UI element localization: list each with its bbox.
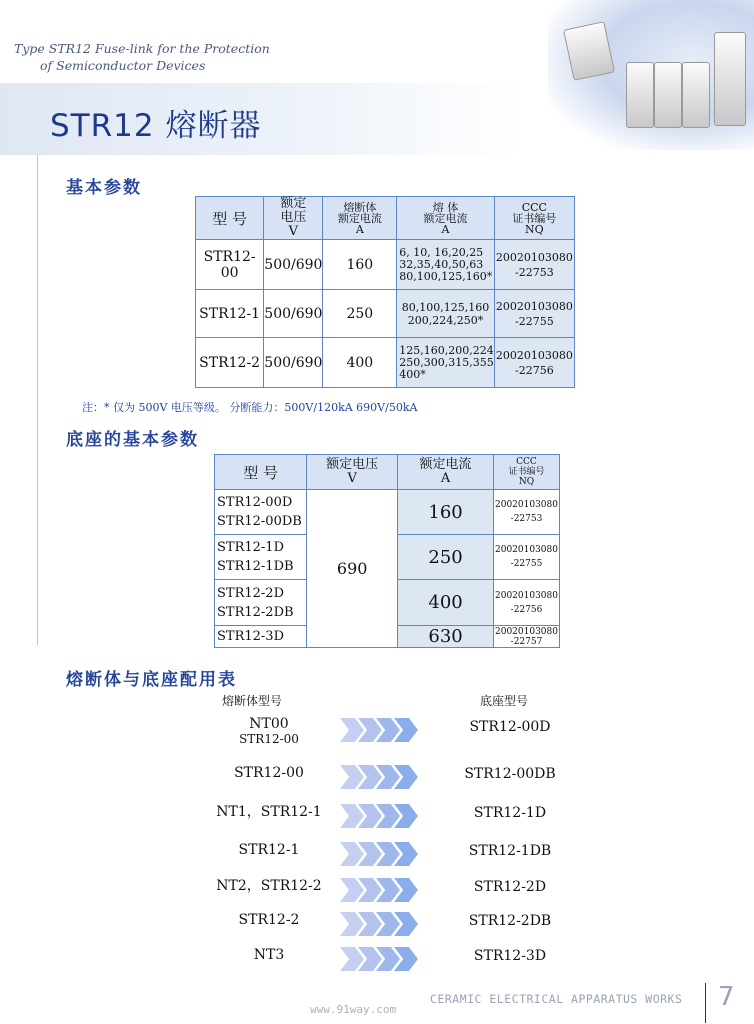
chevron-right-icon xyxy=(340,804,364,828)
base-model-label: STR12-3D xyxy=(473,948,547,964)
base-params-table xyxy=(214,454,560,648)
fuse-base-image-3 xyxy=(682,62,710,128)
elem-line: 80,100,125,160 xyxy=(401,300,490,314)
cell-current: 630 xyxy=(398,626,494,648)
header-model: 型 号 xyxy=(196,197,264,240)
header-ccc-line3: NQ xyxy=(525,222,544,236)
header-voltage-unit: V xyxy=(288,224,299,239)
header-element-current xyxy=(397,197,494,240)
fuse-model-text: STR12-00 xyxy=(234,765,304,781)
model-line: STR12-1D xyxy=(217,540,284,555)
section-title-base-params: 底座的基本参数 xyxy=(66,430,199,450)
arrow-right-icon xyxy=(340,842,436,866)
header-fuse-current xyxy=(323,197,397,240)
chevron-right-icon xyxy=(340,878,364,902)
header-elem-line2: 额定电流 xyxy=(423,211,468,225)
arrow-right-icon xyxy=(340,804,436,828)
header-fuse-line2: 额定电流 xyxy=(337,211,382,225)
cell-voltage: 500/690 xyxy=(264,240,323,290)
model-line: STR12-1DB xyxy=(217,559,294,574)
header-ccc-line1: CCC xyxy=(516,457,537,467)
product-photo xyxy=(548,0,754,150)
header-ccc-line2: 证书编号 xyxy=(512,211,557,225)
header-voltage-unit: V xyxy=(347,471,357,486)
elem-line: 400* xyxy=(399,367,426,381)
cell-ccc xyxy=(494,626,560,648)
header-voltage xyxy=(307,455,398,490)
fuse-model-text: NT1，STR12-1 xyxy=(216,804,322,820)
cell-current: 250 xyxy=(398,535,494,580)
table-row xyxy=(196,290,575,338)
header-ccc-line3: NQ xyxy=(518,477,535,487)
section-title-matching-table: 熔断体与底座配用表 xyxy=(66,670,237,690)
model-line: STR12-2D xyxy=(217,585,284,601)
fuse-image-2 xyxy=(714,32,746,126)
fuse-model-label xyxy=(184,843,354,858)
header-elem-line1: 熔 体 xyxy=(432,200,459,214)
cell-element-currents xyxy=(397,240,494,290)
base-model-label: STR12-1D xyxy=(473,805,547,821)
header-voltage xyxy=(264,197,323,240)
base-model-label: STR12-1DB xyxy=(468,843,552,859)
cell-ccc xyxy=(494,490,560,535)
header-voltage-line2: 电压 xyxy=(280,210,307,225)
chevron-right-icon xyxy=(340,842,364,866)
ccc-line: 20020103080 xyxy=(495,590,558,601)
ccc-line: -22756 xyxy=(510,604,543,615)
base-model-label: STR12-00DB xyxy=(464,766,556,782)
arrow-right-icon xyxy=(340,912,436,936)
fuse-model-text: NT00 xyxy=(249,716,289,732)
table-row xyxy=(196,240,575,290)
english-subtitle xyxy=(14,40,270,74)
cell-ccc xyxy=(494,535,560,580)
ccc-line: -22756 xyxy=(514,363,554,377)
chevron-right-icon xyxy=(340,718,364,742)
margin-rule xyxy=(37,155,38,645)
base-model-label: STR12-2DB xyxy=(468,913,552,929)
header-ccc xyxy=(494,197,574,240)
footer-divider xyxy=(705,983,706,1023)
ccc-line: 20020103080 xyxy=(495,545,558,555)
header-model: 型 号 xyxy=(215,455,307,490)
page-number: 7 xyxy=(718,982,735,1012)
header-ccc-line1: CCC xyxy=(521,200,547,214)
model-line: STR12-00DB xyxy=(217,514,302,529)
fuse-model-label xyxy=(184,766,354,781)
ccc-line: -22755 xyxy=(510,559,543,569)
cell-current: 160 xyxy=(323,240,397,290)
cell-voltage: 500/690 xyxy=(264,290,323,338)
ccc-line: -22755 xyxy=(514,314,554,328)
elem-line: 32,35,40,50,63 xyxy=(399,257,484,271)
ccc-line: 20020103080 xyxy=(495,250,573,264)
company-name: CERAMIC ELECTRICAL APPARATUS WORKS xyxy=(430,992,683,1006)
fuse-image-1 xyxy=(563,21,615,81)
fuse-model-label xyxy=(184,913,354,928)
model-line: STR12-00D xyxy=(217,495,293,510)
elem-line: 80,100,125,160* xyxy=(399,269,493,283)
elem-line: 125,160,200,224 xyxy=(399,343,494,357)
table-header-row xyxy=(215,455,560,490)
header-current-unit: A xyxy=(440,471,451,486)
cell-ccc xyxy=(494,290,574,338)
header-fuse-unit: A xyxy=(355,222,364,236)
model-line: STR12-2DB xyxy=(217,604,294,620)
cell-current: 400 xyxy=(398,580,494,626)
column-head-base-model: 底座型号 xyxy=(480,694,529,708)
section-title-basic-params: 基本参数 xyxy=(66,178,142,198)
table-row xyxy=(196,338,575,388)
cell-model: STR12-1 xyxy=(196,290,264,338)
header-voltage-line1: 额定 xyxy=(280,196,307,211)
fuse-model-label xyxy=(184,805,354,820)
header-elem-unit: A xyxy=(441,222,450,236)
fuse-base-image-2 xyxy=(654,62,682,128)
fuse-model-text: NT2，STR12-2 xyxy=(216,878,322,894)
header-ccc-line2: 证书编号 xyxy=(508,467,545,477)
elem-line: 250,300,315,355 xyxy=(399,355,494,369)
ccc-line: 20020103080 xyxy=(495,299,573,313)
fuse-model-text: NT3 xyxy=(253,947,285,963)
cell-ccc xyxy=(494,240,574,290)
chevron-right-icon xyxy=(340,947,364,971)
header-voltage-line1: 额定电压 xyxy=(326,457,379,472)
fuse-model-text: STR12-2 xyxy=(238,912,300,928)
header-fuse-line1: 熔断体 xyxy=(343,200,377,214)
cell-current: 400 xyxy=(323,338,397,388)
ccc-line: -22753 xyxy=(510,514,543,524)
fuse-params-table xyxy=(195,196,575,388)
cell-element-currents xyxy=(397,290,494,338)
cell-voltage-merged: 690 xyxy=(307,490,398,648)
cell-current: 250 xyxy=(323,290,397,338)
fuse-model-text: STR12-1 xyxy=(238,842,300,858)
ccc-line: 20020103080 xyxy=(495,626,558,637)
fuse-model-label xyxy=(184,948,354,963)
elem-line: 6, 10, 16,20,25 xyxy=(399,245,484,259)
cell-ccc xyxy=(494,338,574,388)
fuse-base-image-1 xyxy=(626,62,654,128)
cell-current: 160 xyxy=(398,490,494,535)
arrow-right-icon xyxy=(340,718,436,742)
ccc-line: -22757 xyxy=(510,636,543,647)
cell-voltage: 500/690 xyxy=(264,338,323,388)
watermark: www.91way.com xyxy=(310,1003,397,1016)
ccc-line: 20020103080 xyxy=(495,348,573,362)
chevron-right-icon xyxy=(340,765,364,789)
chevron-right-icon xyxy=(340,912,364,936)
arrow-right-icon xyxy=(340,765,436,789)
footnote-breaking-capacity: 注：* 仅为 500V 电压等级。 分断能力：500V/120kA 690V/50kA xyxy=(82,401,418,414)
cell-model xyxy=(215,580,307,626)
arrow-right-icon xyxy=(340,947,436,971)
cell-model: STR12-3D xyxy=(215,626,307,648)
base-model-label: STR12-00D xyxy=(469,719,551,735)
elem-line: 200,224,250* xyxy=(407,313,484,327)
table-header-row xyxy=(196,197,575,240)
column-head-fuse-model: 熔断体型号 xyxy=(222,694,283,708)
cell-element-currents xyxy=(397,338,494,388)
header-ccc xyxy=(494,455,560,490)
subtitle-line-1: Type STR12 Fuse-link for the Protection xyxy=(14,41,270,56)
fuse-model-label xyxy=(184,717,354,747)
header-current xyxy=(398,455,494,490)
ccc-line: -22753 xyxy=(514,265,554,279)
fuse-model-label xyxy=(184,879,354,894)
header-current-line1: 额定电流 xyxy=(419,457,472,472)
table-row xyxy=(215,490,560,535)
cell-model: STR12-00 xyxy=(196,240,264,290)
page-title: STR12 熔断器 xyxy=(50,108,262,144)
cell-ccc xyxy=(494,580,560,626)
subtitle-line-2: of Semiconductor Devices xyxy=(40,58,206,73)
cell-model xyxy=(215,490,307,535)
base-model-label: STR12-2D xyxy=(473,879,547,895)
arrow-right-icon xyxy=(340,878,436,902)
cell-model: STR12-2 xyxy=(196,338,264,388)
fuse-model-subtext: STR12-00 xyxy=(239,732,299,746)
ccc-line: 20020103080 xyxy=(495,500,558,510)
cell-model xyxy=(215,535,307,580)
